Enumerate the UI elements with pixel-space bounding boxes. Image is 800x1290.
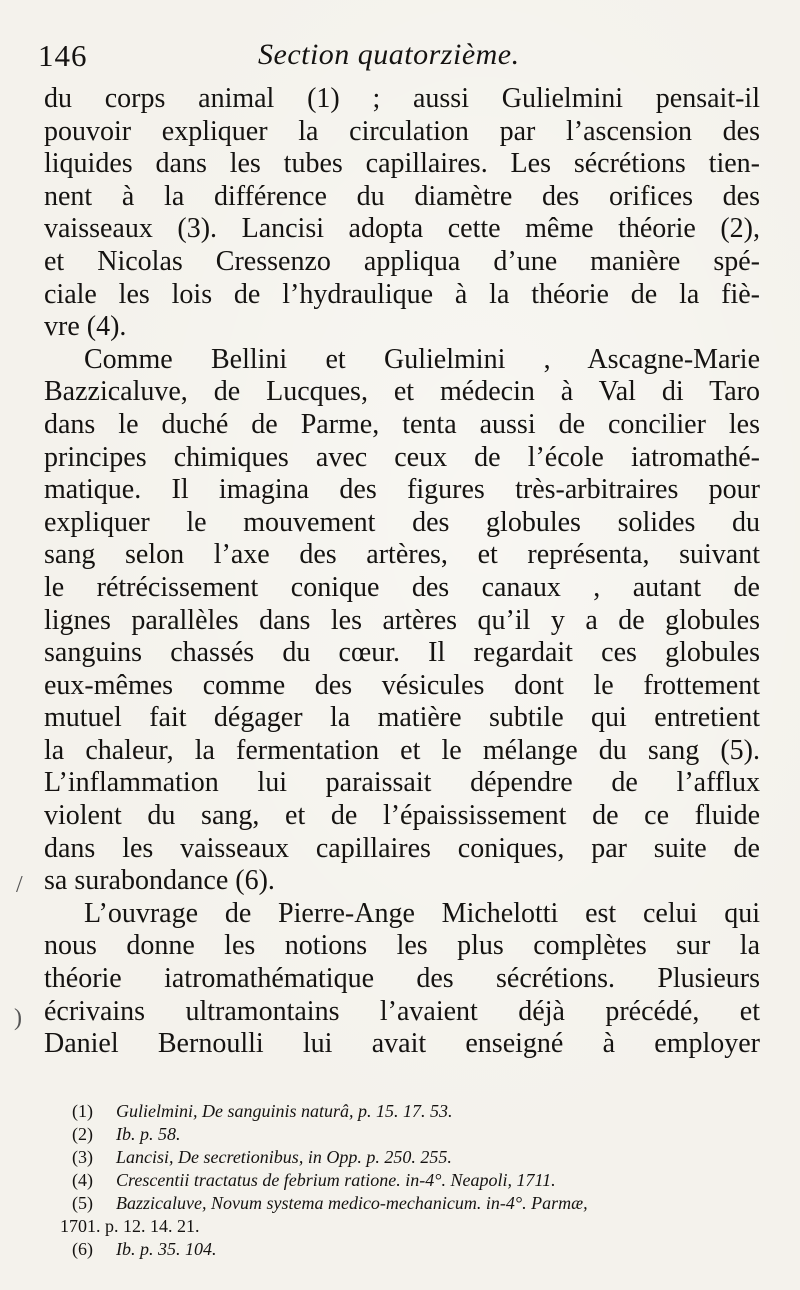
text-line: matique. Il imagina des figures très-arbitraires pour	[44, 474, 760, 506]
footnote-text: Ib. p. 35. 104.	[116, 1239, 217, 1259]
running-head: Section quatorzième.	[258, 38, 520, 71]
footnote	[48, 1238, 760, 1261]
footnote-text: Ib. p. 58.	[116, 1124, 181, 1144]
text-line: sa surabondance (6).	[44, 865, 275, 897]
text-line: la chaleur, la fermentation et le mélange du sang (5).	[44, 734, 760, 766]
footnote	[48, 1192, 760, 1215]
text-line: le rétrécissement conique des canaux , autant de	[44, 571, 760, 603]
text-line: Comme Bellini et Gulielmini , Ascagne-Marie	[84, 343, 760, 375]
text-line: Daniel Bernoulli lui avait enseigné à employer	[44, 1028, 760, 1060]
text-line: Bazzicaluve, de Lucques, et médecin à Val di Taro	[44, 376, 760, 408]
text-line: écrivains ultramontains l’avaient déjà précédé, et	[44, 995, 760, 1027]
footnote-continuation	[48, 1215, 760, 1238]
text-line: sang selon l’axe des artères, et représenta, suivant	[44, 539, 760, 571]
margin-pencil-mark: )	[14, 1005, 22, 1031]
text-line: théorie iatromathématique des sécrétions. Plusieurs	[44, 963, 760, 995]
text-line: mutuel fait dégager la matière subtile qui entretient	[44, 702, 760, 734]
text-line: nous donne les notions les plus complètes sur la	[44, 930, 760, 962]
text-line: L’ouvrage de Pierre-Ange Michelotti est celui qui	[84, 897, 760, 929]
text-line: et Nicolas Cressenzo appliqua d’une manière spé-	[44, 245, 760, 277]
text-line: sanguins chassés du cœur. Il regardait ces globules	[44, 637, 760, 669]
footnote-number: (5)	[72, 1193, 93, 1213]
text-line: ciale les lois de l’hydraulique à la théorie de la fiè-	[44, 278, 760, 310]
footnote-text: 1701. p. 12. 14. 21.	[60, 1216, 200, 1236]
text-line: liquides dans les tubes capillaires. Les sécrétions tien-	[44, 148, 760, 180]
footnote-number: (6)	[72, 1239, 93, 1259]
text-line: vaisseaux (3). Lancisi adopta cette même théorie (2),	[44, 213, 760, 245]
text-line: lignes parallèles dans les artères qu’il y a de globules	[44, 604, 760, 636]
footnote-text: Lancisi, De secretionibus, in Opp. p. 250. 255.	[116, 1147, 452, 1167]
footnote-number: (1)	[72, 1101, 93, 1121]
footnote-number: (3)	[72, 1147, 93, 1167]
footnote-text: Bazzicaluve, Novum systema medico-mechanicum. in-4°. Parmæ,	[116, 1193, 588, 1213]
footnote	[48, 1146, 760, 1169]
body-text	[44, 83, 760, 1061]
page-number: 146	[38, 38, 88, 73]
text-line: eux-mêmes comme des vésicules dont le frottement	[44, 669, 760, 701]
text-line: vre (4).	[44, 311, 127, 343]
page-header	[38, 38, 758, 78]
footnotes	[48, 1100, 760, 1261]
text-line: dans le duché de Parme, tenta aussi de concilier les	[44, 408, 760, 440]
footnote-text: Gulielmini, De sanguinis naturâ, p. 15. 17. 53.	[116, 1101, 453, 1121]
text-line: principes chimiques avec ceux de l’école iatromathé-	[44, 441, 760, 473]
text-line: nent à la différence du diamètre des orifices des	[44, 180, 760, 212]
text-line: du corps animal (1) ; aussi Gulielmini pensait-il	[44, 83, 760, 114]
footnote-number: (2)	[72, 1124, 93, 1144]
text-line: expliquer le mouvement des globules solides du	[44, 506, 760, 538]
footnote	[48, 1123, 760, 1146]
text-line: pouvoir expliquer la circulation par l’ascension des	[44, 115, 760, 147]
footnote	[48, 1100, 760, 1123]
footnote-text: Crescentii tractatus de febrium ratione. in-4°. Neapoli, 1711.	[116, 1170, 556, 1190]
footnote-number: (4)	[72, 1170, 93, 1190]
text-line: dans les vaisseaux capillaires coniques, par suite de	[44, 832, 760, 864]
footnote	[48, 1169, 760, 1192]
text-line: violent du sang, et de l’épaississement de ce fluide	[44, 800, 760, 832]
margin-pencil-mark: /	[16, 872, 23, 898]
text-line: L’inflammation lui paraissait dépendre de l’afflux	[44, 767, 760, 799]
